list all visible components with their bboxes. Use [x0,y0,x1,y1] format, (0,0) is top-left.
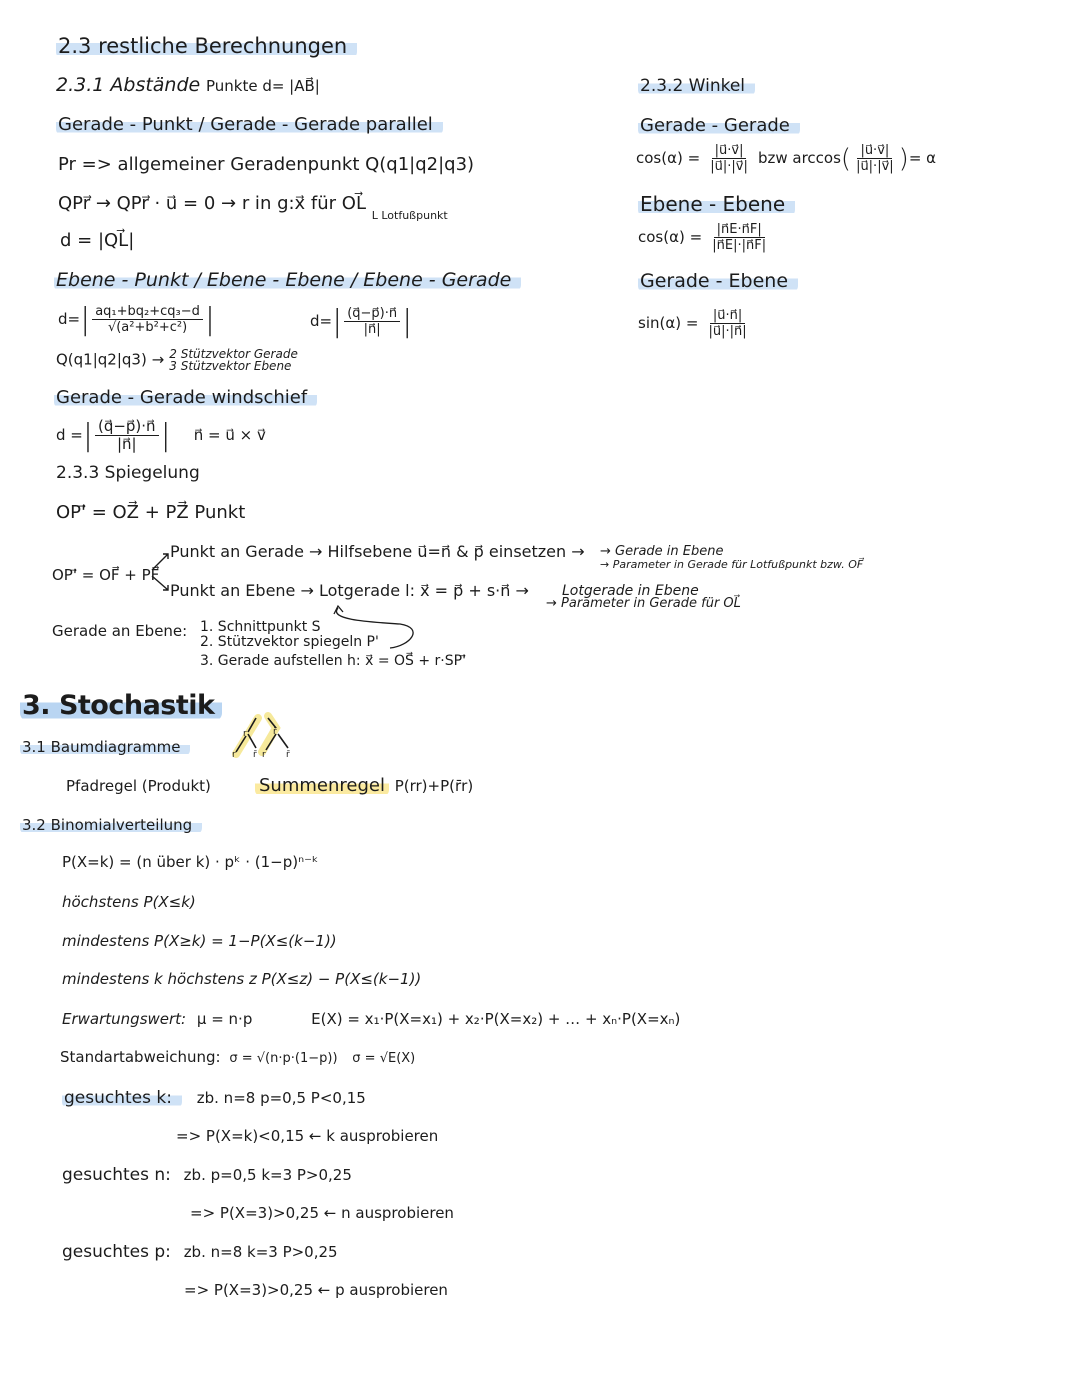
hesse-formula: d=| $\frac{\text{aq₁+bq₂+cq₃−d}}{\text{√(a²+b²+c²)}}$ | [58,301,215,337]
winkel-ge-formula: sin(α) = $\frac{|u⃗\cdot n⃗|}{|u⃗|\cdot|n⃗|}$ [638,308,747,339]
mindestens-line: mindestens P(X≥k) = 1−P(X≤(k−1)) [62,932,337,950]
branch-arrows-icon [150,548,172,598]
subsection-title: 2.3.1 Abstände [56,74,201,96]
q-option-ebene: 3 Stützvektor Ebene [169,359,292,373]
subsection-3-2: 3.2 Binomialverteilung [20,816,202,834]
step-3: 3. Gerade aufstellen h: x⃗ = OS⃗ + r·SP'⃗ [200,653,466,669]
summenregel: Summenregel P(rr)+P(r̄r) [255,775,473,796]
subsection-3-1: 3.1 Baumdiagramme [20,738,190,756]
step-2: 2. Stützvektor spiegeln P' [200,634,379,650]
tree-diagram-icon [228,712,300,758]
subsection-2-3-3: 2.3.3 Spiegelung [56,463,200,483]
svg-text:r̄: r̄ [273,727,277,737]
punkte-formula: Punkte d= |AB⃗| [205,77,320,95]
qp-orthogonal-line: QPr⃗ → QPr⃗ · u⃗ = 0 → r in g:x⃗ für OL⃗ $_{L Lotfußpunkt}$ [58,193,448,222]
erwartungswert-line: Erwartungswert: μ = n·p E(X) = x₁·P(X=x₁) + x₂·P(X=x₂) + … + xₙ·P(X=xₙ) [62,1010,681,1028]
pfadregel: Pfadregel (Produkt) [66,777,211,795]
step-1: 1. Schnittpunkt S [200,619,321,635]
gesuchtes-p-line: gesuchtes p: zb. n=8 k=3 P>0,25 [62,1242,338,1262]
lotfusspunkt-note: L Lotfußpunkt [371,209,448,222]
branch2-note-lotgerade: Lotgerade in Ebene [562,583,699,599]
subsection-2-3-1 [56,74,320,96]
winkel-gg-formula: cos(α) = $\frac{|u⃗\cdot v⃗|}{|u⃗|\cdot|v⃗|}$ bzw arccos( $\frac{|u⃗\cdot v⃗|}{|u⃗|\cdot|v⃗|}$ )= α [636,143,937,174]
svg-text:r̄: r̄ [253,750,257,758]
punkt-spiegelung-formula: OP'⃗ = OZ⃗ + PZ⃗ Punkt [56,502,246,523]
winkel-ge-heading: Gerade - Ebene [638,270,798,292]
binomial-formula: P(X=k) = (n über k) · pᵏ · (1−p)ⁿ⁻ᵏ [62,853,319,871]
section-title-2-3: 2.3 restliche Berechnungen [56,34,357,58]
gesuchtes-n-line: gesuchtes n: zb. p=0,5 k=3 P>0,25 [62,1165,352,1185]
branch-punkt-an-ebene: Punkt an Ebene → Lotgerade l: x⃗ = p⃗ + s·n⃗ → [170,581,529,600]
q-option-gerade: 2 Stützvektor Gerade [169,347,298,361]
subsection-2-3-2: 2.3.2 Winkel [638,76,755,96]
branch1-note-parameter: → Parameter in Gerade für Lotfußpunkt bzw. OF⃗ [600,558,864,571]
gesuchtes-k-result: => P(X=k)<0,15 ← k ausprobieren [176,1127,439,1145]
ebene-punkt-heading: Ebene - Punkt / Ebene - Ebene / Ebene - Gerade [54,269,521,291]
distance-ql-line: d = |QL⃗| [60,230,135,251]
normal-distance-formula: d=| $\frac{(q⃗-p⃗)\cdot n⃗}{|n⃗|}$ | [310,303,413,339]
svg-text:r: r [232,750,236,758]
gerade-punkt-heading: Gerade - Punkt / Gerade - Gerade parallel [56,114,443,135]
windschief-heading: Gerade - Gerade windschief [54,387,317,408]
gesuchtes-n-result: => P(X=3)>0,25 ← n ausprobieren [190,1204,454,1222]
branch1-note-gerade-in-ebene: → Gerade in Ebene [600,544,724,559]
branch-punkt-an-gerade: Punkt an Gerade → Hilfsebene u⃗=n⃗ & p⃗ einsetzen → [170,542,585,561]
hoechstens-line: höchstens P(X≤k) [62,893,196,911]
winkel-gg-heading: Gerade - Gerade [638,115,800,136]
cross-product: n⃗ = u⃗ × v⃗ [193,426,266,444]
q-point-line: Q(q1|q2|q3) → 2 Stützvektor Gerade 3 Stützvektor Ebene [56,347,298,373]
svg-text:r̄: r̄ [286,750,290,758]
gerade-an-ebene-label: Gerade an Ebene: [52,622,188,640]
gerade-an-ebene-steps [200,620,466,669]
allg-geradenpunkt-line: Pr => allgemeiner Geradenpunkt Q(q1|q2|q3) [58,154,475,175]
branch2-note-parameter: → Parameter in Gerade für OL⃗ [546,596,741,611]
summenregel-formula: P(rr)+P(r̄r) [394,777,474,795]
mindestens-hoechstens-line: mindestens k höchstens z P(X≤z) − P(X≤(k−1)) [62,970,422,988]
gesuchtes-p-result: => P(X=3)>0,25 ← p ausprobieren [184,1281,448,1299]
svg-text:r: r [243,729,247,739]
spiegelung-main-formula: OP'⃗ = OF⃗ + PF⃗ [52,566,160,584]
standardabweichung-line: Standartabweichung: σ = √(n·p·(1−p)) σ = √E(X) [60,1048,416,1066]
windschief-formula: d =| $\frac{(q⃗-p⃗)\cdot n⃗}{|n⃗|}$ | n⃗ = u⃗ × v⃗ [56,417,266,453]
gesuchtes-k-line: gesuchtes k: zb. n=8 p=0,5 P<0,15 [64,1088,366,1108]
section-title-3: 3. Stochastik [20,690,222,721]
winkel-ee-formula: cos(α) = $\frac{|n⃗E\cdot n⃗F|}{|n⃗E|\cdot|n⃗F|}$ [638,222,767,253]
winkel-ee-heading: Ebene - Ebene [638,192,795,216]
svg-text:r: r [262,750,266,758]
